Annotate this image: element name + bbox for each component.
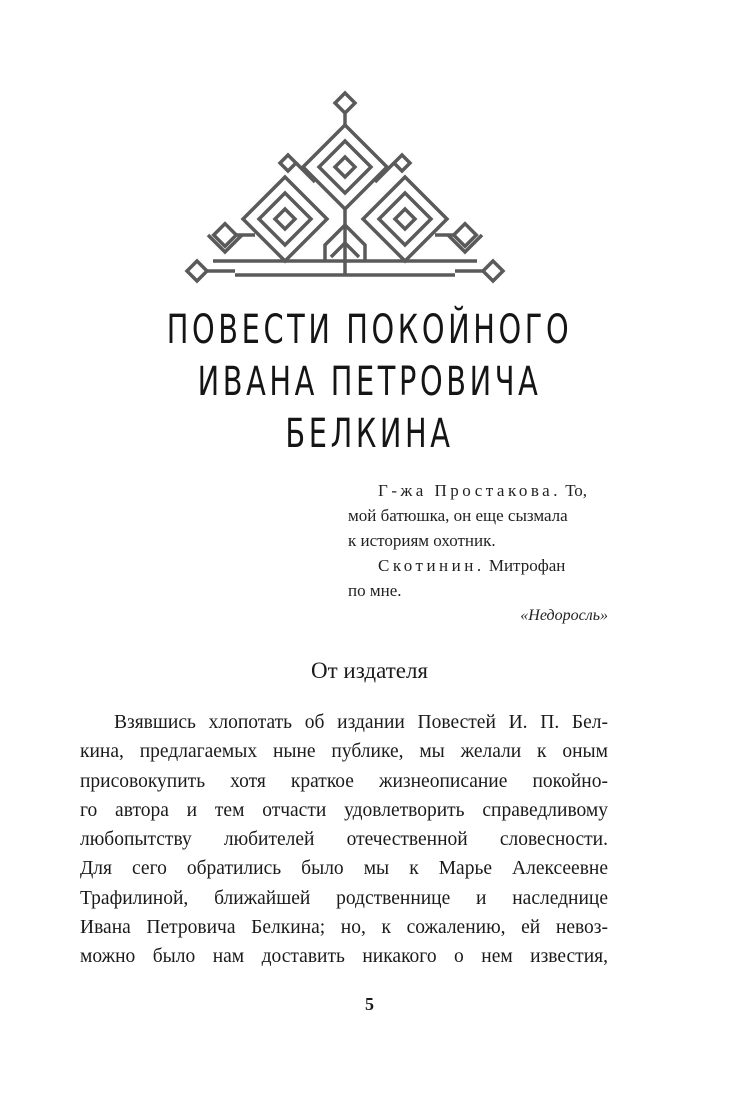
body-line: присовокупить хотя краткое жизнеописание покойно-	[80, 770, 608, 792]
folk-ornament-icon	[175, 85, 515, 290]
body-line: можно было нам доставить никакого о нем известия,	[80, 946, 608, 968]
body-line: Для сего обратились было мы к Марье Алексеевне	[80, 858, 608, 880]
title-line-2: ИВАНА ПЕТРОВИЧА	[197, 359, 542, 405]
epigraph-line-5: по мне.	[348, 581, 402, 600]
epigraph-line-3: к историям охотник.	[348, 531, 496, 550]
epigraph-source: «Недоросль»	[520, 607, 608, 624]
body-line: любопытству любителей отечественной словесности.	[80, 829, 608, 851]
epigraph-line-2: мой батюшка, он еще сызмала	[348, 506, 568, 525]
section-heading: От издателя	[310, 658, 429, 683]
epigraph	[348, 478, 608, 628]
body-paragraph	[80, 708, 608, 972]
title-line-3: БЕЛКИНА	[285, 411, 454, 457]
epigraph-line-4	[348, 553, 608, 578]
body-line: Трафилиной, ближайшей родственнице и наследнице	[80, 887, 608, 909]
body-line: кина, предлагаемых ныне публике, мы желали к оным	[80, 741, 608, 763]
epigraph-line-1	[348, 478, 608, 503]
epigraph-line-1-rest: То,	[565, 481, 588, 500]
epigraph-speaker-2: Скотинин.	[378, 556, 485, 575]
body-line: Ивана Петровича Белкина; но, к сожалению, ей невоз-	[80, 917, 608, 939]
body-line: Взявшись хлопотать об издании Повестей И. П. Бел-	[114, 712, 608, 733]
page-number: 5	[365, 994, 374, 1014]
epigraph-line-4-rest: Митрофан	[488, 556, 566, 575]
epigraph-speaker-1: Г-жа Простакова.	[378, 481, 561, 500]
title-line-1: ПОВЕСТИ ПОКОЙНОГО	[166, 307, 573, 353]
body-line: го автора и тем отчасти удовлетворить справедливому	[80, 799, 608, 821]
book-title	[103, 304, 635, 460]
